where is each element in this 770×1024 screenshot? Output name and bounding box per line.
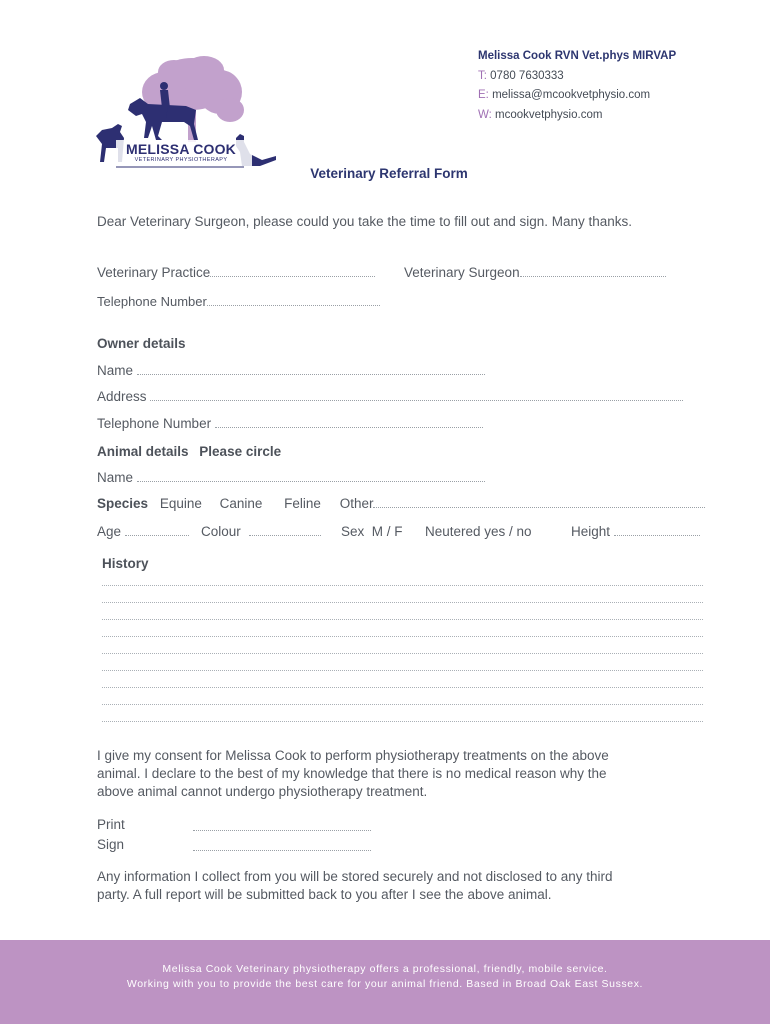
privacy-text	[97, 868, 613, 904]
print-label: Print	[97, 817, 125, 832]
contact-phone-row	[478, 67, 676, 87]
owner-name-field[interactable]	[137, 374, 485, 375]
colour-row	[201, 524, 321, 539]
owner-details-heading: Owner details	[97, 336, 186, 351]
vet-telephone-row	[97, 294, 380, 309]
height-label: Height	[571, 524, 611, 539]
web-label: W:	[478, 108, 492, 121]
history-line[interactable]	[102, 602, 703, 603]
print-field[interactable]	[193, 830, 371, 831]
owner-address-field[interactable]	[150, 400, 683, 401]
vet-surgeon-label: Veterinary Surgeon	[404, 265, 520, 280]
footer-banner	[0, 940, 770, 1024]
owner-address-label: Address	[97, 389, 147, 404]
history-line[interactable]	[102, 619, 703, 620]
vet-practice-label: Veterinary Practice	[97, 265, 211, 280]
animal-name-row	[97, 470, 485, 485]
vet-telephone-field[interactable]	[207, 305, 380, 306]
neutered-option[interactable]: Neutered yes / no	[425, 524, 532, 539]
species-row	[97, 496, 705, 511]
form-title: Veterinary Referral Form	[310, 166, 468, 181]
species-option-equine[interactable]: Equine	[159, 496, 202, 511]
contact-web-row	[478, 106, 676, 126]
animal-details-heading	[97, 444, 281, 459]
contact-block	[478, 47, 676, 125]
age-field[interactable]	[125, 535, 189, 536]
history-line[interactable]	[102, 721, 703, 722]
colour-field[interactable]	[249, 535, 321, 536]
privacy-line: Any information I collect from you will be stored securely and not disclosed to any third	[97, 869, 613, 884]
species-other-field[interactable]	[373, 507, 705, 508]
history-line[interactable]	[102, 653, 703, 654]
consent-line: animal. I declare to the best of my knowledge that there is no medical reason why the	[97, 766, 607, 781]
history-heading: History	[102, 556, 149, 571]
owner-telephone-field[interactable]	[215, 427, 483, 428]
animal-name-field[interactable]	[137, 481, 485, 482]
contact-email[interactable]: melissa@mcookvetphysio.com	[492, 89, 651, 101]
species-option-feline[interactable]: Feline	[284, 496, 321, 511]
logo-name-text: MELISSA COOK	[126, 141, 236, 157]
contact-website[interactable]: mcookvetphysio.com	[495, 108, 603, 121]
sign-field[interactable]	[193, 850, 371, 851]
footer-line-2: Working with you to provide the best care for your animal friend. Based in Broad Oak East Sussex.	[126, 978, 644, 990]
history-line[interactable]	[102, 670, 703, 671]
contact-phone: 0780 7630333	[490, 69, 564, 82]
vet-surgeon-field[interactable]	[520, 276, 666, 277]
age-label: Age	[97, 524, 122, 539]
owner-name-row	[97, 363, 485, 378]
consent-text	[97, 747, 609, 801]
owner-telephone-label: Telephone Number	[97, 416, 212, 431]
vet-surgeon-row	[404, 265, 666, 280]
animal-attributes-row	[97, 524, 189, 539]
history-line[interactable]	[102, 687, 703, 688]
consent-line: I give my consent for Melissa Cook to perform physiotherapy treatments on the above	[97, 748, 609, 763]
privacy-line: party. A full report will be submitted back to you after I see the above animal.	[97, 887, 552, 902]
footer-line-1: Melissa Cook Veterinary physiotherapy offers a professional, friendly, mobile service.	[162, 963, 608, 975]
height-field[interactable]	[614, 535, 700, 536]
owner-telephone-row	[97, 416, 483, 431]
vet-telephone-label: Telephone Number	[97, 294, 207, 309]
logo-subtitle-text: VETERINARY PHYSIOTHERAPY	[134, 157, 228, 163]
animal-details-label: Animal details	[97, 444, 189, 459]
sex-option[interactable]: Sex M / F	[341, 524, 403, 539]
history-line[interactable]	[102, 636, 703, 637]
intro-text: Dear Veterinary Surgeon, please could you take the time to fill out and sign. Many thanks.	[97, 214, 633, 229]
history-line[interactable]	[102, 704, 703, 705]
species-option-canine[interactable]: Canine	[219, 496, 263, 511]
owner-address-row	[97, 389, 683, 404]
email-label: E:	[478, 89, 489, 101]
height-row	[571, 524, 700, 539]
contact-name: Melissa Cook RVN Vet.phys MIRVAP	[478, 50, 677, 62]
animal-name-label: Name	[97, 470, 134, 485]
owner-name-label: Name	[97, 363, 134, 378]
phone-label: T:	[478, 69, 487, 82]
vet-practice-row	[97, 265, 375, 280]
sign-label: Sign	[97, 837, 125, 852]
contact-email-row	[478, 86, 676, 106]
vet-practice-field[interactable]	[210, 276, 375, 277]
history-line[interactable]	[102, 585, 703, 586]
species-option-other[interactable]: Other	[339, 496, 374, 511]
species-label: Species	[97, 496, 149, 511]
consent-line: above animal cannot undergo physiotherapy treatment.	[97, 784, 428, 799]
colour-label: Colour	[201, 524, 241, 539]
please-circle-label: Please circle	[199, 444, 282, 459]
